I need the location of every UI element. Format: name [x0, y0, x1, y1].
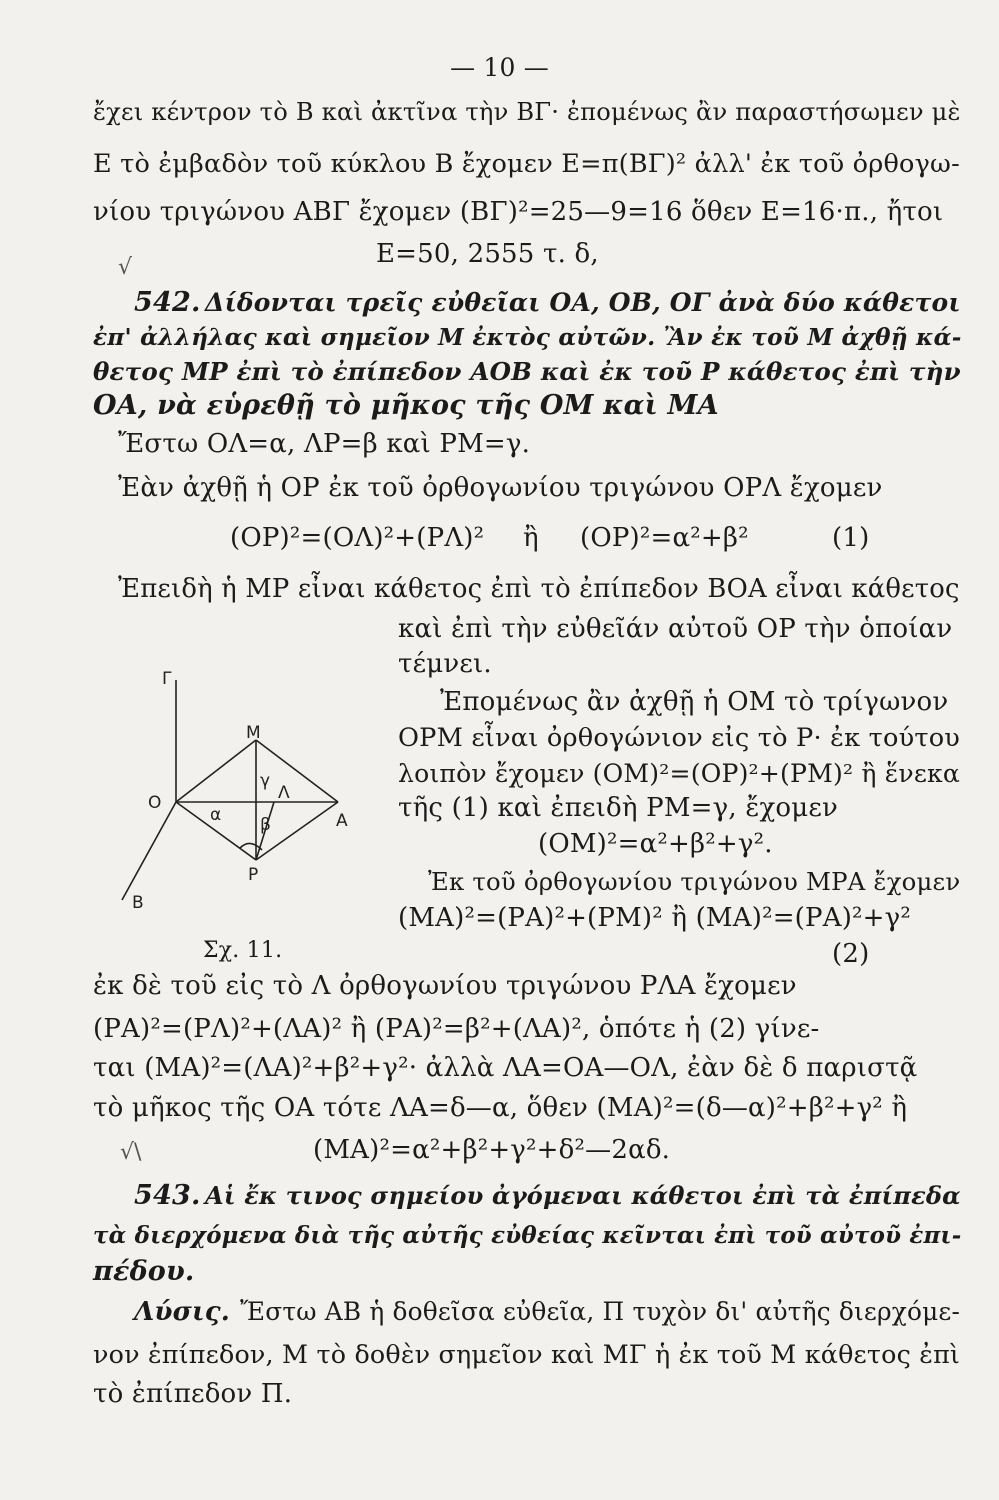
text-line: Ἐὰν ἀχθῇ ἡ ΟΡ ἐκ τοῦ ὀρθογωνίου τριγώνου ΟΡΛ ἔχομεν: [118, 473, 883, 503]
problem-statement-line: ἐπ' ἀλλήλας καὶ σημεῖον Μ ἐκτὸς αὐτῶν. Ἂν ἐκ τοῦ Μ ἀχθῇ κά-: [93, 324, 962, 351]
label-a: Α: [336, 811, 348, 831]
axis-ob: [122, 802, 176, 900]
label-alpha: α: [210, 805, 222, 825]
equation: (ΡΑ)²=(ΡΛ)²+(ΛΑ)² ἢ (ΡΑ)²=β²+(ΛΑ)², ὁπότε ἡ (2) γίνε-: [93, 1014, 820, 1044]
text-line: τῆς (1) καὶ ἐπειδὴ ΡΜ=γ, ἔχομεν: [398, 793, 839, 823]
label-l: Λ: [278, 783, 290, 803]
problem-number: 542.: [134, 287, 201, 318]
solution-label: Λύσις.: [134, 1297, 231, 1327]
pencil-mark: √\: [120, 1140, 142, 1165]
equation: (ΜΑ)²=(ΡΑ)²+(ΡΜ)² ἢ (ΜΑ)²=(ΡΑ)²+γ²: [398, 903, 912, 933]
label-beta: β: [260, 815, 271, 835]
problem-statement-line: Αἱ ἔκ τινος σημείου ἀγόμεναι κάθετοι ἐπὶ τὰ ἐπίπεδα: [205, 1181, 961, 1210]
problem-statement-line: τὰ διερχόμενα διὰ τῆς αὐτῆς εὐθείας κεῖνται ἐπὶ τοῦ αὐτοῦ ἐπι-: [93, 1222, 962, 1249]
text-line: τέμνει.: [398, 649, 492, 679]
text-line: Ἐπομένως ἂν ἀχθῇ ἡ ΟΜ τὸ τρίγωνον: [440, 687, 949, 717]
equation: (ΟΡ)²=(ΟΛ)²+(ΡΛ)²: [230, 523, 485, 553]
problem-statement-line: Δίδονται τρεῖς εὐθεῖαι ΟΑ, ΟΒ, ΟΓ ἀνὰ δύο κάθετοι: [205, 288, 961, 317]
equation-or: ἢ: [523, 523, 539, 553]
label-gamma: γ: [260, 771, 271, 791]
edge-om: [176, 740, 256, 802]
equation: (ΟΡ)²=α²+β²: [580, 523, 749, 553]
text-line: τὸ μῆκος τῆς ΟΑ τότε ΛΑ=δ—α, ὅθεν (ΜΑ)²=(δ—α)²+β²+γ² ἢ: [93, 1093, 908, 1123]
text-line: Ἐκ τοῦ ὀρθογωνίου τριγώνου ΜΡΑ ἔχομεν: [428, 867, 961, 896]
equation: (ΟΜ)²=α²+β²+γ².: [538, 829, 773, 859]
text-line: καὶ ἐπὶ τὴν εὐθεῖάν αὐτοῦ ΟΡ τὴν ὁποίαν: [398, 614, 953, 644]
label-m: Μ: [246, 723, 261, 743]
problem-statement-line: πέδου.: [93, 1256, 195, 1287]
label-g: Γ: [162, 669, 172, 689]
text-line: λοιπὸν ἔχομεν (ΟΜ)²=(ΟΡ)²+(ΡΜ)² ἢ ἕνεκα: [398, 759, 961, 788]
equation-tag: (2): [832, 939, 870, 969]
text-line: ΟΡΜ εἶναι ὀρθογώνιον εἰς τὸ Ρ· ἐκ τούτου: [398, 723, 961, 753]
pencil-mark: √: [118, 255, 133, 280]
text-line: Ἐπειδὴ ἡ ΜΡ εἶναι κάθετος ἐπὶ τὸ ἐπίπεδον ΒΟΑ εἶναι κάθετος: [118, 574, 960, 604]
equation-tag: (1): [832, 523, 870, 553]
problem-number: 543.: [134, 1180, 201, 1211]
text-line: νον ἐπίπεδον, Μ τὸ δοθὲν σημεῖον καὶ ΜΓ ἡ ἐκ τοῦ Μ κάθετος ἐπὶ: [93, 1339, 961, 1369]
problem-statement-line: θετος ΜΡ ἐπὶ τὸ ἐπίπεδον ΑΟΒ καὶ ἐκ τοῦ Ρ κάθετος ἐπὶ τὴν: [93, 357, 961, 386]
text-line: τὸ ἐπίπεδον Π.: [93, 1379, 293, 1409]
label-o: Ο: [148, 793, 162, 813]
equation: Ε=50, 2555 τ. δ,: [376, 239, 599, 269]
label-b: Β: [132, 893, 144, 913]
text-line: ἔχει κέντρον τὸ Β καὶ ἀκτῖνα τὴν ΒΓ· ἐπομένως ἂν παραστήσωμεν μὲ: [93, 98, 961, 126]
equation: ται (ΜΑ)²=(ΛΑ)²+β²+γ²· ἀλλὰ ΛΑ=ΟΑ—ΟΛ, ἐὰν δὲ δ παριστᾷ: [93, 1053, 918, 1083]
page-number: — 10 —: [450, 53, 549, 82]
equation: (ΜΑ)²=α²+β²+γ²+δ²—2αδ.: [313, 1135, 671, 1165]
label-p: Ρ: [248, 865, 259, 885]
text-line: νίου τριγώνου ΑΒΓ ἔχομεν (ΒΓ)²=25—9=16 ὅθεν Ε=16·π., ἤτοι: [93, 197, 944, 227]
text-line: Ἔστω ΑΒ ἡ δοθεῖσα εὐθεῖα, Π τυχὸν δι' αὐτῆς διερχόμε-: [240, 1297, 961, 1326]
text-line: Ε τὸ ἐμβαδὸν τοῦ κύκλου Β ἔχομεν Ε=π(ΒΓ)² ἀλλ' ἐκ τοῦ ὀρθογω-: [93, 149, 960, 179]
figure-caption: Σχ. 11.: [203, 938, 283, 963]
text-line: Ἔστω ΟΛ=α, ΛΡ=β καὶ ΡΜ=γ.: [118, 429, 531, 459]
text-line: ἐκ δὲ τοῦ εἰς τὸ Λ ὀρθογωνίου τριγώνου ΡΛΑ ἔχομεν: [93, 971, 797, 1001]
figure-11: [100, 660, 390, 930]
problem-statement-line: ΟΑ, νὰ εὑρεθῇ τὸ μῆκος τῆς ΟΜ καὶ ΜΑ: [93, 390, 719, 421]
